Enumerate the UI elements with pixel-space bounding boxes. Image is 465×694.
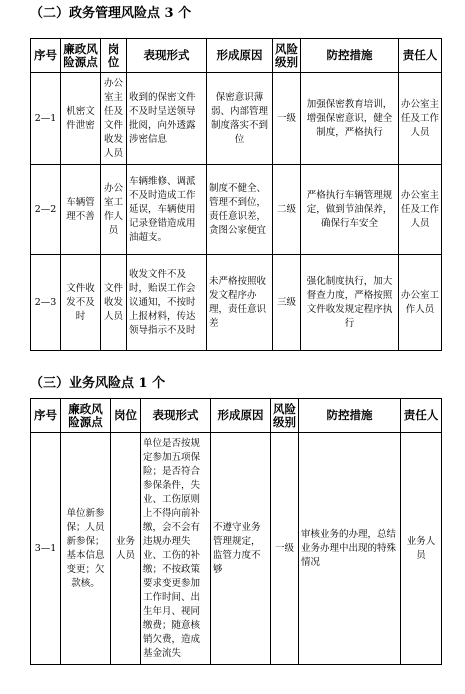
section-heading-1: （二）政务管理风险点 3 个: [30, 6, 192, 21]
header-measure: 防控措施: [301, 39, 399, 73]
cell-measure: 严格执行车辆管理规定，做到节油保养，确保行车安全: [301, 165, 399, 255]
cell-owner: 办公室工作人员: [399, 255, 442, 351]
cell-form: 收发文件不及时，贻误工作会议通知，不按时上报材料，传达领导指示不及时: [127, 255, 207, 351]
table-header-row: [31, 39, 442, 73]
risk-table-business: [30, 398, 442, 665]
cell-form: 车辆维修、调派不及时造成工作延误，车辆使用记录登错造成用油超支。: [127, 165, 207, 255]
cell-risk-source: 机密文件泄密: [61, 73, 101, 165]
cell-cause: 未严格按照收发文程序办理，责任意识差: [207, 255, 273, 351]
cell-no: 3—1: [31, 433, 61, 665]
cell-risk-source: 文件收发不及时: [61, 255, 101, 351]
header-risk-level: 风险级别: [271, 399, 299, 433]
cell-measure: 加强保密教育培训，增强保密意识，健全制度，严格执行: [301, 73, 399, 165]
cell-cause: 不遵守业务管理规定，监管力度不够: [211, 433, 271, 665]
cell-risk-level: 一级: [271, 433, 299, 665]
cell-risk-level: 二级: [273, 165, 301, 255]
table-row: [31, 73, 442, 165]
cell-post: 办公室主任及文件收发人员: [101, 73, 127, 165]
cell-form: 收到的保密文件不及时呈送领导批阅，向外透露涉密信息: [127, 73, 207, 165]
cell-form: 单位是否按规定参加五项保险；是否符合参保条件，失业、工伤原则上不得向前补缴，会不会有违规办理失业、工伤的补缴；不按政策要求变更参加工作时间、出生年月、视同缴费；随意核销欠费，造成基金流失: [141, 433, 211, 665]
cell-risk-level: 一级: [273, 73, 301, 165]
header-form: 表现形式: [127, 39, 207, 73]
risk-table-government-affairs: [30, 38, 442, 351]
header-owner: 责任人: [401, 399, 442, 433]
header-owner: 责任人: [399, 39, 442, 73]
header-no: 序号: [31, 399, 61, 433]
cell-measure: 审核业务的办理，总结业务办理中出现的特殊情况: [299, 433, 401, 665]
cell-no: 2—1: [31, 73, 61, 165]
cell-owner: 业务人员: [401, 433, 442, 665]
table-row: [31, 165, 442, 255]
cell-post: 文件收发人员: [101, 255, 127, 351]
cell-cause: 保密意识薄弱、内部管理制度落实不到位: [207, 73, 273, 165]
header-post: 岗位: [101, 39, 127, 73]
table-row: [31, 433, 442, 665]
header-post: 岗位: [111, 399, 141, 433]
section-heading-2: （三）业务风险点 1 个: [30, 376, 166, 391]
header-measure: 防控措施: [299, 399, 401, 433]
cell-cause: 制度不健全、管理不到位，责任意识差，贪图公家便宜: [207, 165, 273, 255]
cell-no: 2—2: [31, 165, 61, 255]
header-risk-source: 廉政风险源点: [61, 399, 111, 433]
cell-post: 业务人员: [111, 433, 141, 665]
cell-risk-source: 单位新参保；人员新参保；基本信息变更；欠款核。: [61, 433, 111, 665]
header-no: 序号: [31, 39, 61, 73]
header-risk-level: 风险级别: [273, 39, 301, 73]
cell-no: 2—3: [31, 255, 61, 351]
table-row: [31, 255, 442, 351]
table-header-row: [31, 399, 442, 433]
cell-post: 办公室工作人员: [101, 165, 127, 255]
cell-risk-level: 三级: [273, 255, 301, 351]
header-form: 表现形式: [141, 399, 211, 433]
cell-owner: 办公室主任及工作人员: [399, 165, 442, 255]
cell-owner: 办公室主任及工作人员: [399, 73, 442, 165]
cell-measure: 强化制度执行，加大督查力度，严格按照文件收发规定程序执行: [301, 255, 399, 351]
cell-risk-source: 车辆管理不善: [61, 165, 101, 255]
header-cause: 形成原因: [211, 399, 271, 433]
header-risk-source: 廉政风险源点: [61, 39, 101, 73]
header-cause: 形成原因: [207, 39, 273, 73]
